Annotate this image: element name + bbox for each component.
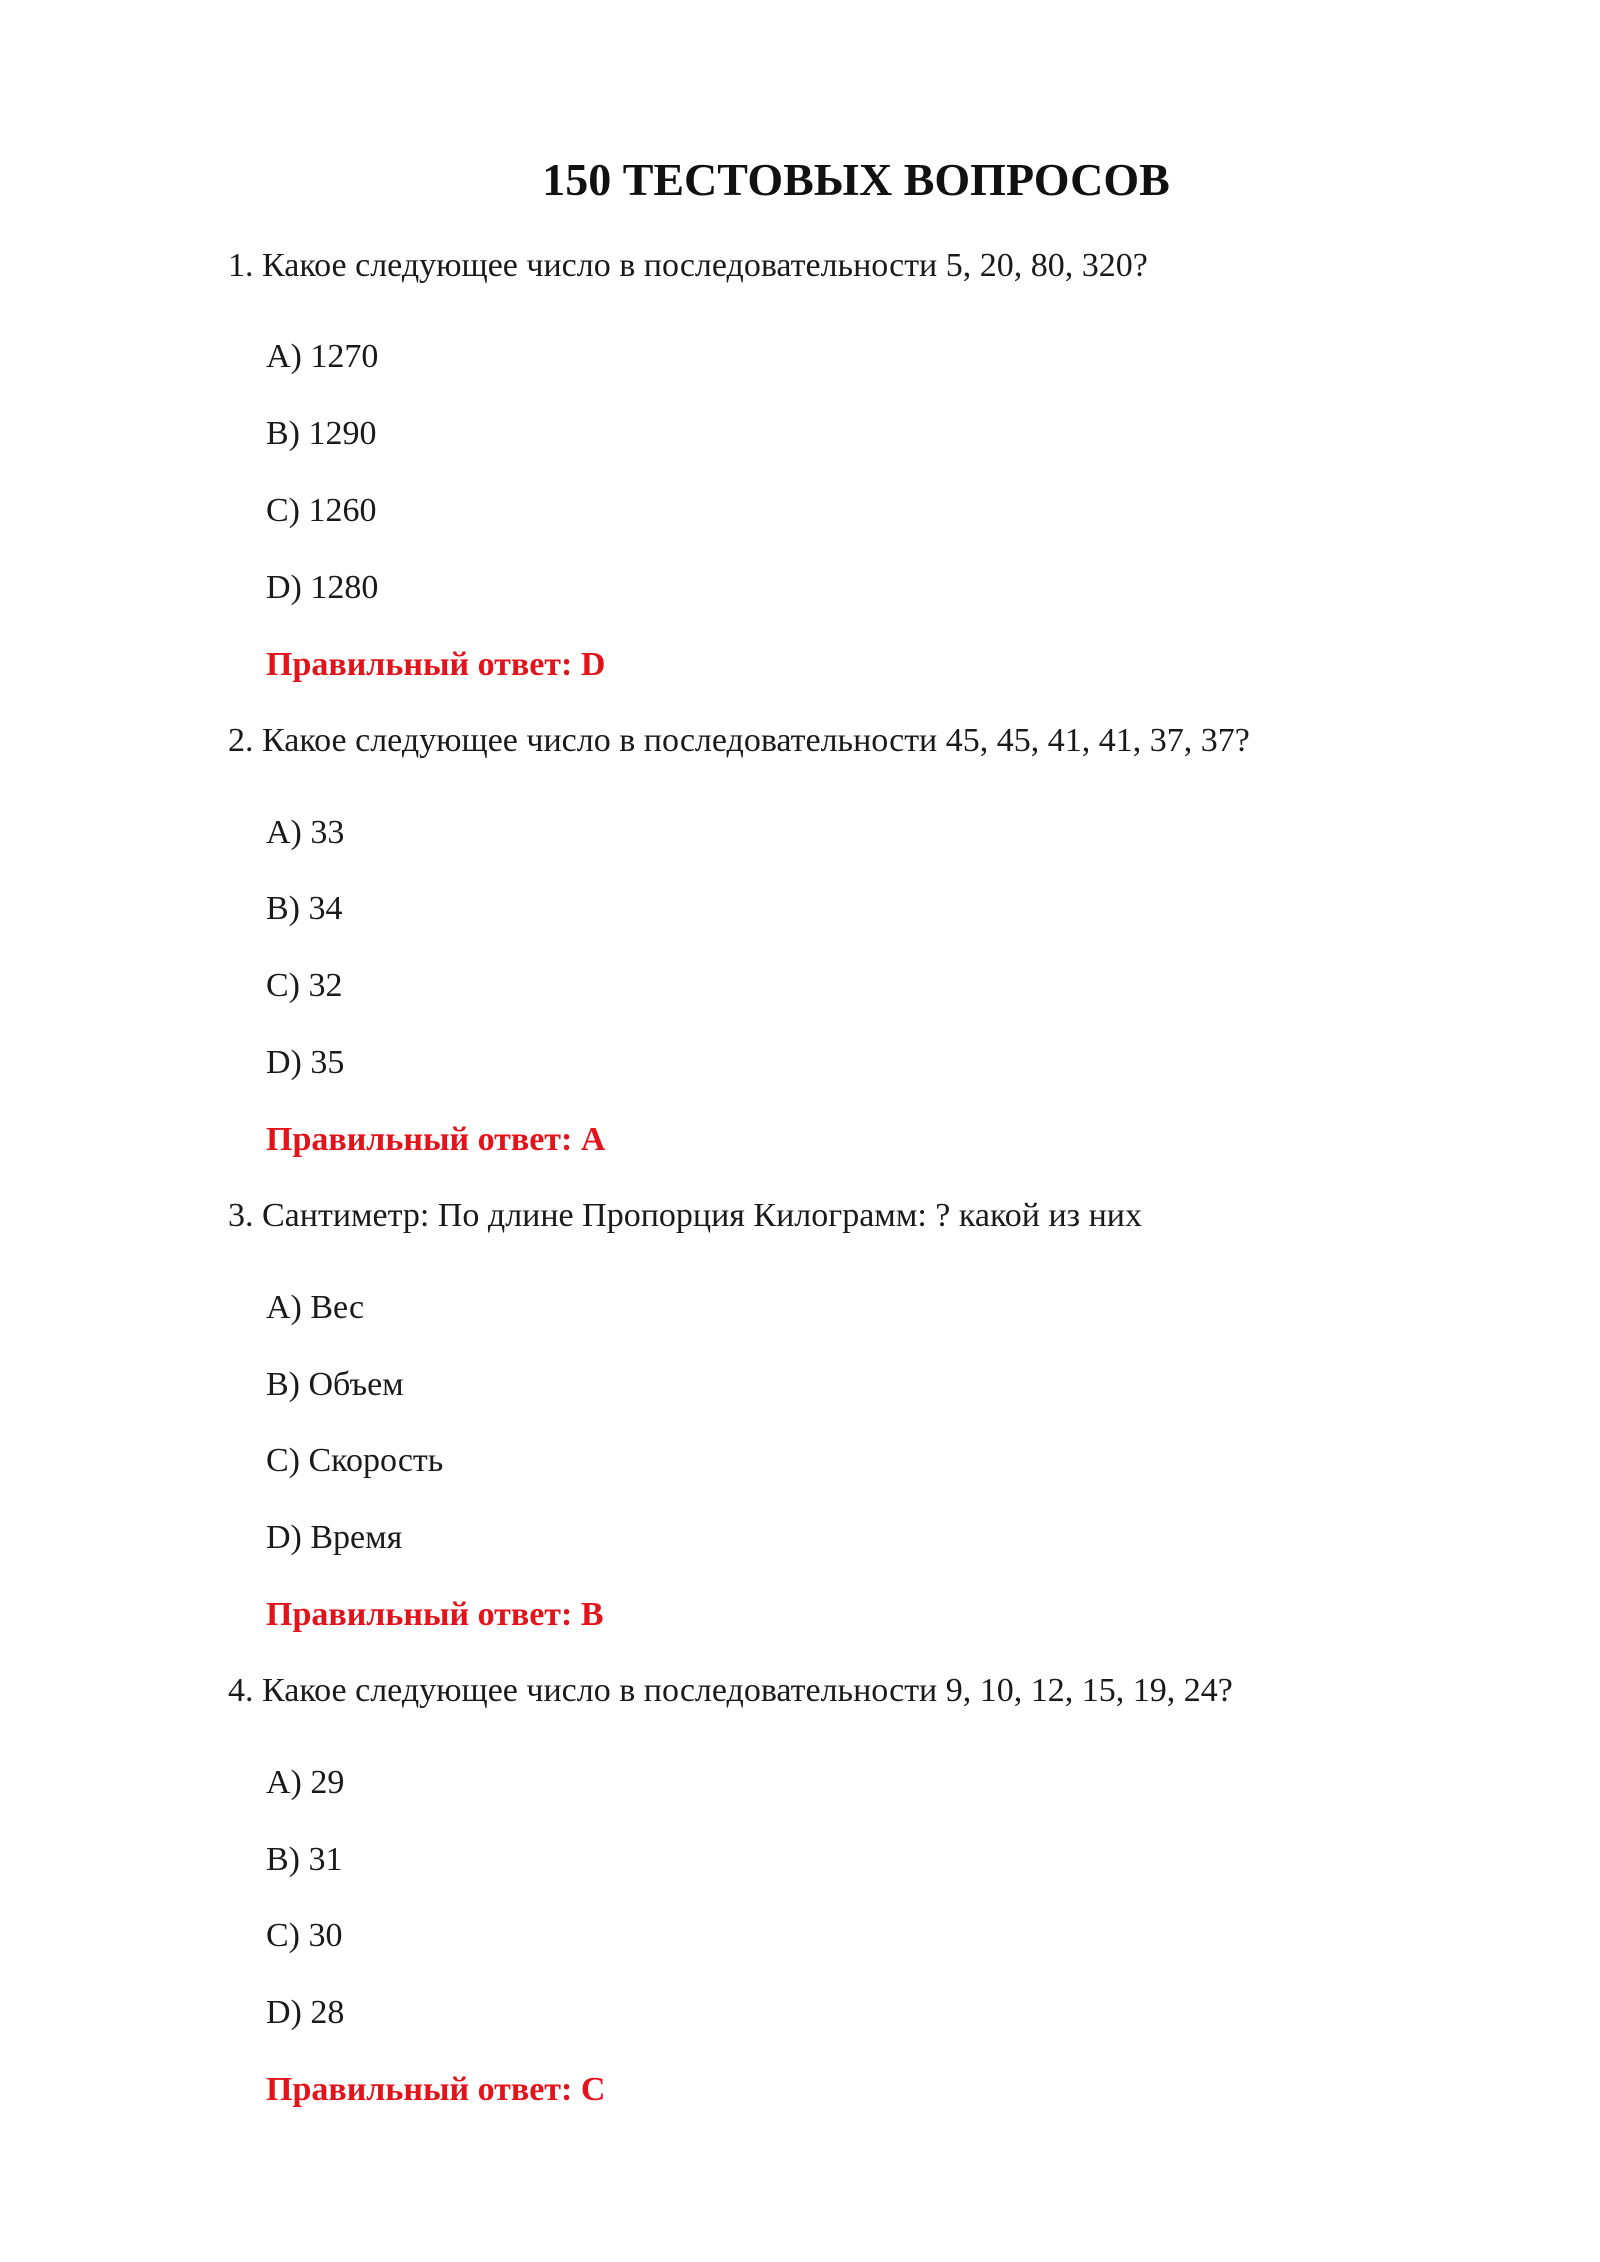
question-3-option-c: C) Скорость — [266, 1442, 444, 1479]
question-4 — [228, 1669, 1233, 1713]
question-2-option-c: C) 32 — [266, 967, 343, 1004]
document-title: 150 ТЕСТОВЫХ ВОПРОСОВ — [542, 154, 1170, 205]
question-3-option-d: D) Время — [266, 1519, 403, 1556]
question-4-option-a: A) 29 — [266, 1764, 345, 1801]
question-4-option-c: C) 30 — [266, 1917, 343, 1954]
question-text: Какое следующее число в последовательности 5, 20, 80, 320? — [262, 247, 1148, 284]
question-2-correct-answer: Правильный ответ: A — [266, 1121, 606, 1158]
question-3-option-b: B) Объем — [266, 1366, 404, 1403]
question-1-correct-answer: Правильный ответ: D — [266, 646, 606, 683]
question-text: Какое следующее число в последовательности 9, 10, 12, 15, 19, 24? — [262, 1672, 1233, 1709]
question-2-option-a: A) 33 — [266, 814, 345, 851]
question-number: 4. — [228, 1672, 254, 1709]
question-3 — [228, 1194, 1142, 1238]
question-4-option-b: B) 31 — [266, 1841, 343, 1878]
question-1-option-d: D) 1280 — [266, 569, 379, 606]
question-4-option-d: D) 28 — [266, 1994, 345, 2031]
question-2-option-b: B) 34 — [266, 890, 343, 927]
question-number: 3. — [228, 1197, 254, 1234]
question-number: 1. — [228, 247, 254, 284]
question-1-option-b: B) 1290 — [266, 415, 377, 452]
question-2 — [228, 719, 1250, 763]
question-1-option-c: C) 1260 — [266, 492, 377, 529]
question-4-correct-answer: Правильный ответ: C — [266, 2071, 606, 2108]
question-3-correct-answer: Правильный ответ: B — [266, 1596, 604, 1633]
question-2-option-d: D) 35 — [266, 1044, 345, 1081]
question-3-option-a: A) Вес — [266, 1289, 365, 1326]
question-1-option-a: A) 1270 — [266, 338, 379, 375]
question-number: 2. — [228, 722, 254, 759]
question-1 — [228, 244, 1148, 288]
question-text: Какое следующее число в последовательности 45, 45, 41, 41, 37, 37? — [262, 722, 1250, 759]
question-text: Сантиметр: По длине Пропорция Килограмм: ? какой из них — [262, 1197, 1142, 1234]
